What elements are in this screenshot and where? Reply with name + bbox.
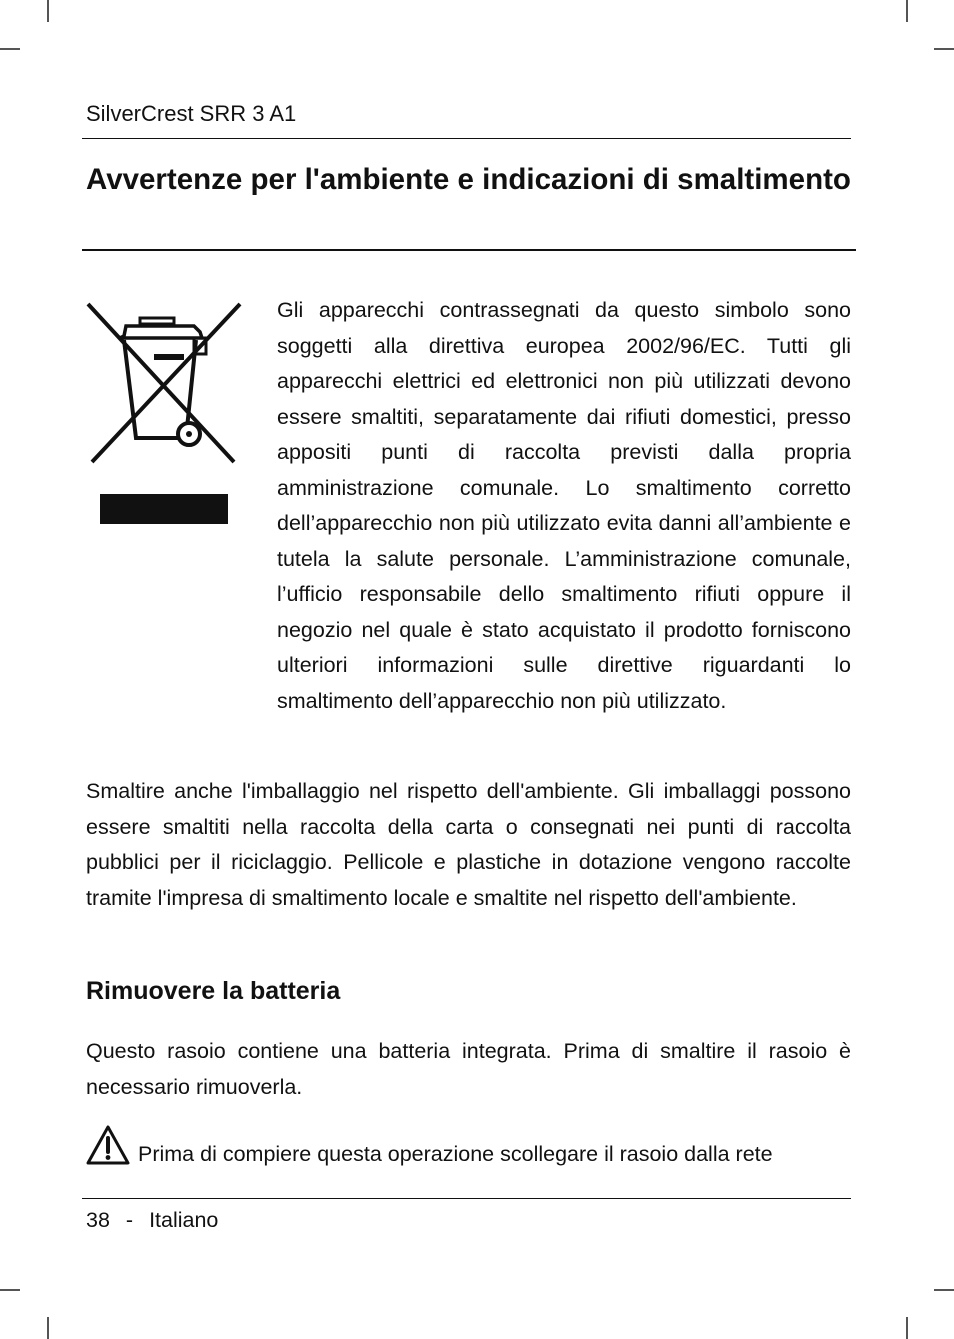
title-rule bbox=[82, 249, 856, 251]
crop-mark bbox=[934, 48, 954, 50]
warning-note bbox=[86, 1124, 852, 1170]
crop-mark bbox=[934, 1289, 954, 1291]
battery-paragraph: Questo rasoio contiene una batteria integrata. Prima di smaltire il rasoio è necessario rimuoverla. bbox=[86, 1039, 851, 1099]
battery-heading: Rimuovere la batteria bbox=[86, 977, 341, 1005]
packaging-paragraph: Smaltire anche l'imballaggio nel rispetto dell'ambiente. Gli imballaggi possono essere smaltiti nella raccolta della carta o consegnati nei punti di raccolta pubblici per il riciclaggio. Pellicole e plastiche in dotazione vengono raccolte tramite l'impresa di smaltimento locale e smaltite nel rispetto dell'ambiente. bbox=[86, 779, 851, 910]
crop-mark bbox=[47, 1317, 49, 1339]
running-header: SilverCrest SRR 3 A1 bbox=[86, 101, 297, 126]
header-rule bbox=[82, 138, 851, 139]
crop-mark bbox=[0, 1289, 20, 1291]
footer-rule bbox=[82, 1198, 851, 1199]
warning-text: Prima di compiere questa operazione scollegare il rasoio dalla rete bbox=[138, 1142, 773, 1166]
section-title: Avvertenze per l'ambiente e indicazioni di smaltimento bbox=[86, 163, 851, 196]
footer-separator: - bbox=[125, 1208, 134, 1232]
crop-mark bbox=[47, 0, 49, 22]
crop-mark bbox=[906, 0, 908, 22]
page-footer bbox=[86, 1208, 218, 1233]
weee-bin-icon bbox=[82, 298, 246, 534]
crop-mark bbox=[0, 48, 20, 50]
page-number: 38 bbox=[86, 1208, 110, 1232]
warning-triangle-icon bbox=[86, 1124, 130, 1166]
crop-mark bbox=[906, 1317, 908, 1339]
footer-language: Italiano bbox=[149, 1208, 219, 1232]
weee-paragraph: Gli apparecchi contrassegnati da questo simbolo sono soggetti alla direttiva europea 2002/96/EC. Tutti gli apparecchi elettrici ed elettronici non più utilizzati devono essere smaltiti, separatamente dai rifiuti domestici, presso appositi punti di raccolta previsti dalla propria amministrazione comunale. Lo smaltimento corretto dell’apparecchio non più utilizzato evita danni all’ambiente e tutela la salute personale. L’amministrazione comunale, l’ufficio responsabile dello smaltimento rifiuti oppure il negozio nel quale è stato acquistato il prodotto forniscono ulteriori informazioni sulle direttive riguardanti lo smaltimento dell’apparecchio non più utilizzato. bbox=[277, 298, 851, 713]
